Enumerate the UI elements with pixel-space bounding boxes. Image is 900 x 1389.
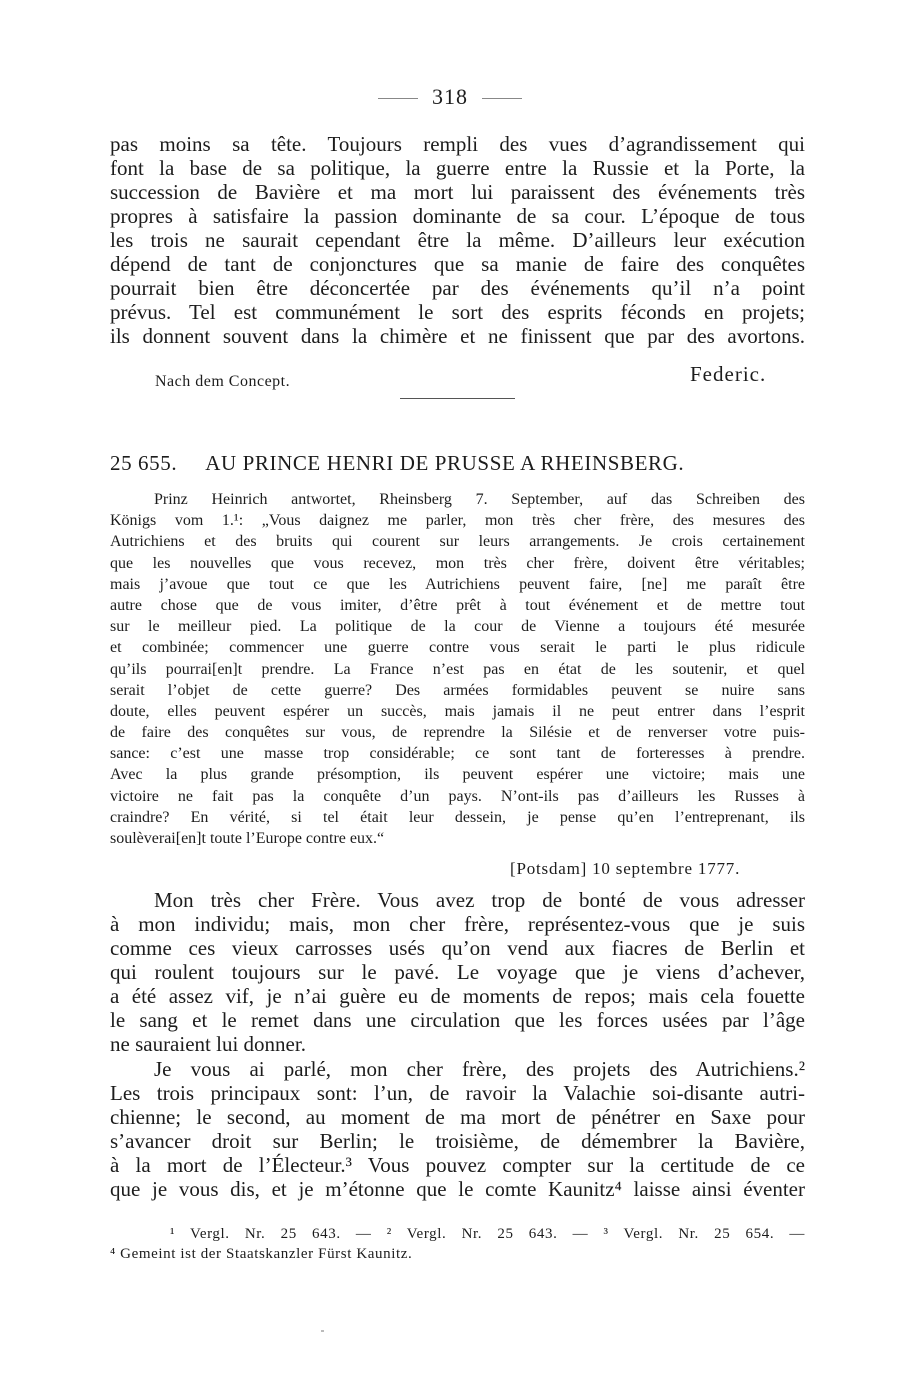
page-number — [0, 84, 900, 110]
letter-paragraph-1 — [110, 888, 805, 1056]
summary-line: serait l’objet de cette guerre? Des armées formidables peuvent se nuire sans — [110, 681, 805, 699]
page-number-dash-left — [378, 98, 418, 99]
summary-line: Autrichiens et des bruits qui courent sur leurs arrangements. Je crois certainement — [110, 533, 805, 551]
footnote-line: ¹ Vergl. Nr. 25 643. — ² Vergl. Nr. 25 643. — ³ Vergl. Nr. 25 654. — — [170, 1226, 805, 1242]
signature: Federic. — [690, 362, 767, 386]
intro-paragraph — [110, 132, 805, 348]
text-line: qui roulent toujours sur le pavé. Le voyage que je viens d’achever, — [110, 960, 805, 984]
summary-line: sur le meilleur pied. La politique de la cour de Vienne a toujours été mesurée — [110, 618, 805, 636]
text-line: pourrait bien être déconcertée par des événements qu’il n’a point — [110, 276, 805, 300]
summary-line: de faire des conquêtes sur vous, de reprendre la Silésie et de renverser votre puis- — [110, 724, 805, 742]
text-line: prévus. Tel est communément le sort des esprits féconds en projets; — [110, 300, 805, 324]
text-line: comme ces vieux carrosses usés qu’on vend aux fiacres de Berlin et — [110, 936, 805, 960]
text-line: Mon très cher Frère. Vous avez trop de bonté de vous adresser — [154, 888, 805, 912]
summary-line: doute, elles peuvent espérer un succès, mais jamais il ne peut entrer dans l’esprit — [110, 702, 805, 720]
text-line: a été assez vif, je n’ai guère eu de moments de repos; mais cela fouette — [110, 984, 805, 1008]
summary-line: sance: c’est une masse trop considérable; ce sont tant de forteresses à prendre. — [110, 745, 805, 763]
text-line: les trois ne saurait cependant être la même. D’ailleurs leur exécution — [110, 228, 805, 252]
summary-line: victoire ne fait pas la conquête d’un pays. N’ont-ils pas d’ailleurs les Russes à — [110, 787, 805, 805]
text-line: le sang et le remet dans une circulation que les forces usées par l’âge — [110, 1008, 805, 1032]
summary-line: craindre? En vérité, si tel était leur dessein, je pense qu’en l’entreprenant, ils — [110, 808, 805, 826]
letter-summary — [110, 489, 805, 849]
text-line: pas moins sa tête. Toujours rempli des vues d’agrandissement qui — [110, 132, 805, 156]
page-number-dash-right — [482, 98, 522, 99]
print-speck — [321, 1330, 324, 1332]
summary-line: Prinz Heinrich antwortet, Rheinsberg 7. September, auf das Schreiben des — [154, 491, 805, 508]
text-line: Je vous ai parlé, mon cher frère, des projets des Autrichiens.² — [154, 1057, 805, 1081]
summary-line: soulèverai[en]t toute l’Europe contre eux.“ — [110, 830, 385, 847]
summary-line: qu’ils pourrai[en]t prendre. La France n’est pas en état de les soutenir, et quel — [110, 660, 805, 678]
text-line: succession de Bavière et ma mort lui paraissent des événements très — [110, 180, 805, 204]
text-line: dépend de tant de conjonctures que sa manie de faire des conquêtes — [110, 252, 805, 276]
summary-line: mais j’avoue que tout ce que les Autrichiens peuvent faire, [ne] me paraît être — [110, 575, 805, 593]
summary-line: Königs vom 1.¹: „Vous daignez me parler, mon très cher frère, des mesures des — [110, 512, 805, 530]
text-line: que je vous dis, et je m’étonne que le comte Kaunitz⁴ laisse ainsi éventer — [110, 1177, 805, 1201]
letter-paragraph-2 — [110, 1057, 805, 1201]
text-line: chienne; le second, au moment de ma mort de pénétrer en Saxe pour — [110, 1105, 805, 1129]
letter-number: 25 655. — [110, 451, 178, 475]
letter-heading — [110, 451, 805, 476]
text-line: s’avancer droit sur Berlin; le troisième, de démembrer la Bavière, — [110, 1129, 805, 1153]
dateline: [Potsdam] 10 septembre 1777. — [510, 859, 741, 878]
footnotes — [110, 1224, 805, 1264]
page-number-text: 318 — [432, 84, 468, 109]
section-divider — [400, 398, 515, 399]
summary-line: Avec la plus grande présomption, ils peuvent espérer une victoire; mais une — [110, 766, 805, 784]
text-line: font la base de sa politique, la guerre entre la Russie et la Porte, la — [110, 156, 805, 180]
summary-line: autre chose que de vous imiter, d’être prêt à tout événement et de mettre tout — [110, 596, 805, 614]
text-line: à la mort de l’Électeur.³ Vous pouvez compter sur la certitude de ce — [110, 1153, 805, 1177]
text-line: Les trois principaux sont: l’un, de ravoir la Valachie soi-disante autri- — [110, 1081, 805, 1105]
text-line: ne sauraient lui donner. — [110, 1032, 306, 1056]
text-line: à mon individu; mais, mon cher frère, représentez-vous que je suis — [110, 912, 805, 936]
text-line: ils donnent souvent dans la chimère et ne finissent que par des avortons. — [110, 324, 805, 348]
summary-line: et combinée; commencer une guerre contre vous serait le parti le plus ridicule — [110, 639, 805, 657]
summary-line: que les nouvelles que vous recevez, mon très cher frère, doivent être véritables; — [110, 554, 805, 572]
letter-title: AU PRINCE HENRI DE PRUSSE A RHEINSBERG. — [205, 451, 685, 475]
text-line: propres à satisfaire la passion dominante de sa cour. L’époque de tous — [110, 204, 805, 228]
footnote-line: ⁴ Gemeint ist der Staatskanzler Fürst Kaunitz. — [110, 1246, 413, 1262]
concept-note: Nach dem Concept. — [155, 373, 291, 390]
